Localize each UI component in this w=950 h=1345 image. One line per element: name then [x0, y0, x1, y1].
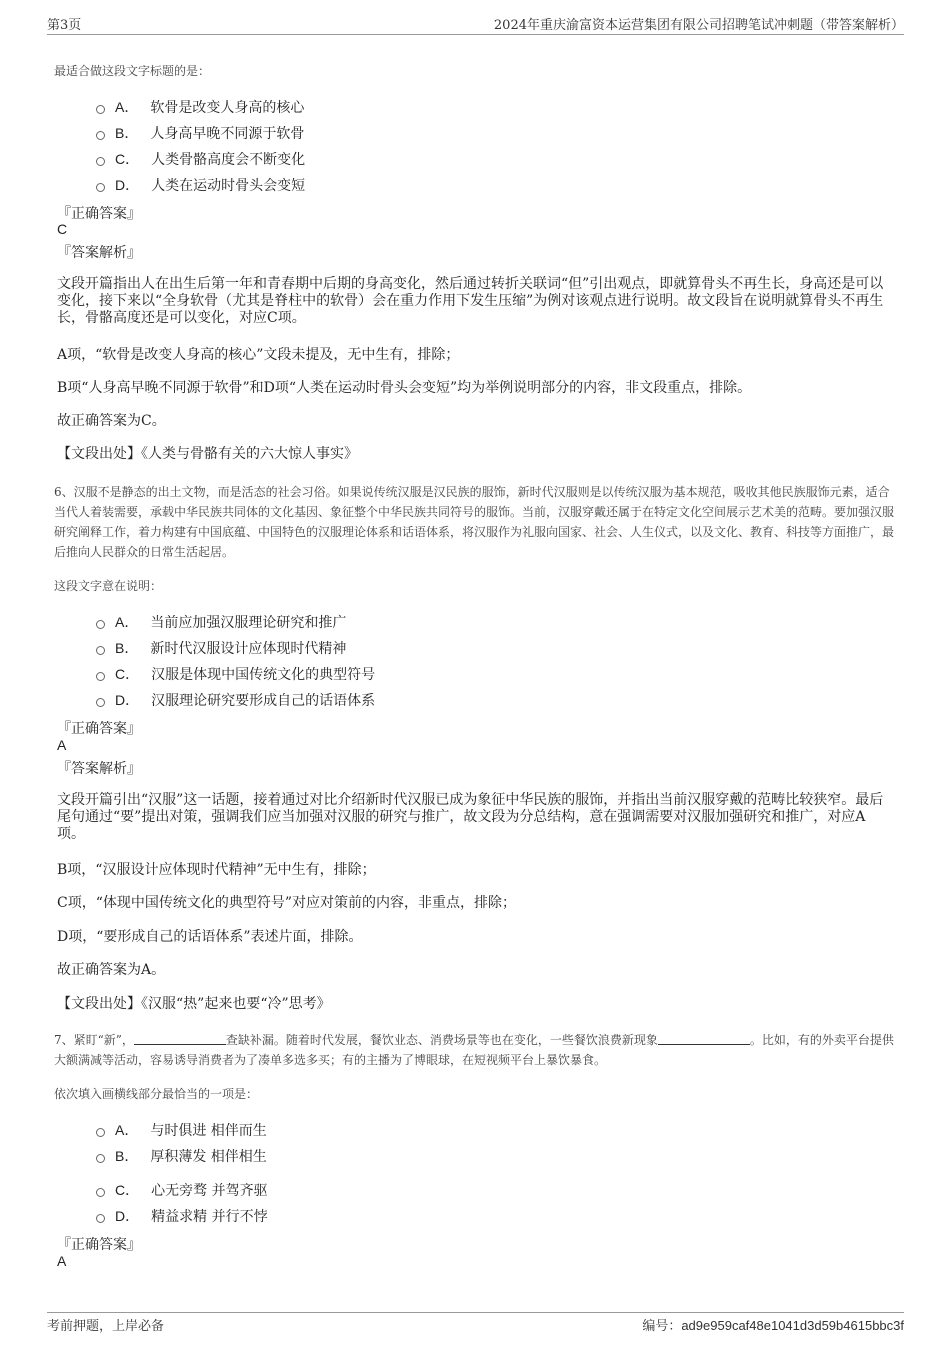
- radio-icon[interactable]: [96, 183, 105, 192]
- q7-correct-label: 『正确答案』: [57, 1237, 141, 1253]
- q5-analysis-a: A项，“软骨是改变人身高的核心”文段未提及，无中生有，排除；: [57, 347, 460, 363]
- q5-correct-label: 『正确答案』: [57, 206, 141, 222]
- q7-option-d[interactable]: D． 精益求精 并行不悖: [96, 1206, 268, 1226]
- q7-option-c[interactable]: C． 心无旁骛 并驾齐驱: [96, 1180, 268, 1200]
- q6-option-b[interactable]: B． 新时代汉服设计应体现时代精神: [96, 638, 346, 658]
- q6-option-c[interactable]: C． 汉服是体现中国传统文化的典型符号: [96, 664, 375, 684]
- fill-blank-1[interactable]: [134, 1032, 226, 1045]
- radio-icon[interactable]: [96, 646, 105, 655]
- radio-icon[interactable]: [96, 698, 105, 707]
- radio-icon[interactable]: [96, 1128, 105, 1137]
- q6-conclusion: 故正确答案为A。: [57, 962, 166, 978]
- q5-prompt: 最适合做这段文字标题的是：: [54, 64, 211, 78]
- fill-blank-2[interactable]: [658, 1032, 750, 1045]
- q7-option-a[interactable]: A． 与时俱进 相伴而生: [96, 1120, 267, 1140]
- radio-icon[interactable]: [96, 620, 105, 629]
- q6-analysis-label: 『答案解析』: [57, 761, 141, 777]
- radio-icon[interactable]: [96, 1214, 105, 1223]
- q7-prompt: 依次填入画横线部分最恰当的一项是：: [54, 1087, 259, 1101]
- q5-analysis-bd: B项“人身高早晚不同源于软骨”和D项“人类在运动时骨头会变短”均为举例说明部分的内容，非文段重点，排除。: [57, 380, 752, 396]
- page-number: 第3页: [47, 18, 82, 33]
- q6-analysis-c: C项，“体现中国传统文化的典型符号”对应对策前的内容，非重点，排除；: [57, 895, 517, 911]
- radio-icon[interactable]: [96, 1188, 105, 1197]
- q6-analysis-d: D项，“要形成自己的话语体系”表述片面，排除。: [57, 929, 363, 945]
- q7-option-b[interactable]: B． 厚积薄发 相伴相生: [96, 1146, 267, 1166]
- q5-correct-answer: C: [57, 221, 68, 237]
- q6-stem: 6、汉服不是静态的出土文物，而是活态的社会习俗。如果说传统汉服是汉民族的服饰，新时代汉服则是以传统汉服为基本规范，吸收其他民族服饰元素，适合当代人着装需要，承载中华民族共同体的文化基因、象征整个中华民族共同符号的服饰。当前，汉服穿戴还属于在特定文化空间展示艺术美的范畴。要加强汉服研究阐释工作，着力构建有中国底蕴、中国特色的汉服理论体系和话语体系，将汉服作为礼服向国家、社会、人生仪式，以及文化、教育、科技等方面推广，最后推向人民群众的日常生活起居。: [54, 485, 895, 559]
- q5-source: 【文段出处】《人类与骨骼有关的六大惊人事实》: [57, 446, 358, 462]
- page-header: [47, 14, 904, 35]
- q5-analysis-label: 『答案解析』: [57, 245, 141, 261]
- q5-conclusion: 故正确答案为C。: [57, 413, 166, 429]
- radio-icon[interactable]: [96, 157, 105, 166]
- q7-stem: 7、紧盯“新”， 查缺补漏。随着时代发展，餐饮业态、消费场景等也在变化，一些餐饮浪费新现象 。比如，有的外卖平台提供大额满减等活动，容易诱导消费者为了凑单多选多买；有的主播为了博眼球，在短视频平台上暴饮暴食。: [54, 1033, 894, 1067]
- document-code: 编号：ad9e959caf48e1041d3d59b4615bbc3f: [642, 1318, 904, 1334]
- q6-analysis-paragraph: 文段开篇引出“汉服”这一话题，接着通过对比介绍新时代汉服已成为象征中华民族的服饰，并指出当前汉服穿戴的范畴比较狭窄。最后尾句通过“要”提出对策，强调我们应当加强对汉服的研究与推广，故文段为分总结构，意在强调需要对汉服加强研究和推广，对应A项。: [57, 792, 884, 842]
- q6-analysis-b: B项，“汉服设计应体现时代精神”无中生有，排除；: [57, 862, 376, 878]
- q7-correct-answer: A: [57, 1253, 67, 1269]
- q6-prompt: 这段文字意在说明：: [54, 579, 163, 593]
- q6-source: 【文段出处】《汉服“热”起来也要“冷”思考》: [57, 996, 331, 1012]
- radio-icon[interactable]: [96, 131, 105, 140]
- q6-correct-label: 『正确答案』: [57, 721, 141, 737]
- q5-analysis-paragraph: 文段开篇指出人在出生后第一年和青春期中后期的身高变化，然后通过转折关联词“但”引出观点，即就算骨头不再生长，身高还是可以变化，接下来以“全身软骨（尤其是脊柱中的软骨）会在重力作用下发生压缩”为例对该观点进行说明。故文段旨在说明就算骨头不再生长，骨骼高度还是可以变化，对应C项。: [57, 276, 884, 326]
- radio-icon[interactable]: [96, 105, 105, 114]
- q5-option-d[interactable]: D． 人类在运动时骨头会变短: [96, 175, 305, 195]
- q6-option-a[interactable]: A． 当前应加强汉服理论研究和推广: [96, 612, 346, 632]
- radio-icon[interactable]: [96, 1154, 105, 1163]
- q5-option-a[interactable]: A． 软骨是改变人身高的核心: [96, 97, 304, 117]
- q6-correct-answer: A: [57, 737, 67, 753]
- q5-option-b[interactable]: B． 人身高早晚不同源于软骨: [96, 123, 304, 143]
- radio-icon[interactable]: [96, 672, 105, 681]
- q6-option-d[interactable]: D． 汉服理论研究要形成自己的话语体系: [96, 690, 375, 710]
- document-title: 2024年重庆渝富资本运营集团有限公司招聘笔试冲刺题（带答案解析）: [493, 18, 904, 33]
- footer-slogan: 考前押题，上岸必备: [47, 1319, 165, 1334]
- q5-option-c[interactable]: C． 人类骨骼高度会不断变化: [96, 149, 305, 169]
- page-footer: [47, 1312, 904, 1335]
